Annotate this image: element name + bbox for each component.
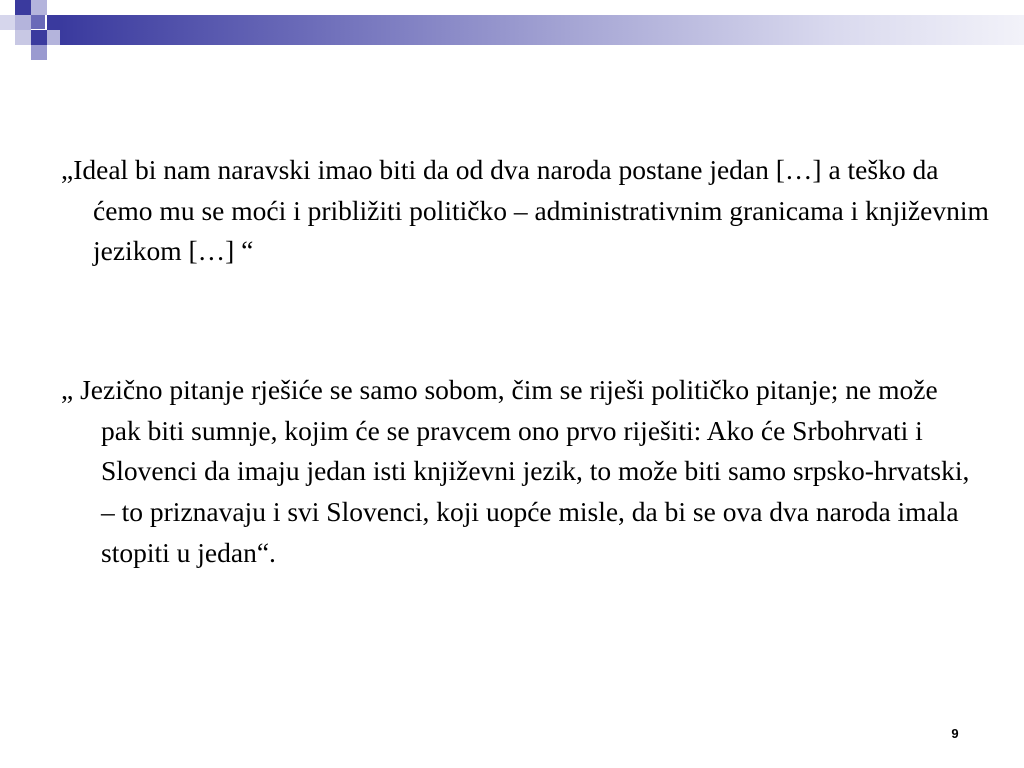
decor-square-light [31,0,47,15]
header-gradient-bar [60,15,1024,45]
decor-square-light [47,30,60,45]
decor-square-dark [31,15,45,29]
decor-square-light [31,45,47,60]
slide-number: 9 [951,726,959,741]
decor-square-light [0,15,15,30]
quote-paragraph-1: „Ideal bi nam naravski imao biti da od dva naroda postane jedan […] a teško da ćemo mu se moći i približiti političko – administrativnim granicama i književnim jezikom […] “ [61,154,989,266]
decor-square-light [15,30,31,45]
quote-paragraph-2: „ Jezično pitanje rješiće se samo sobom, čim se riješi političko pitanje; ne može pak biti sumnje, kojim će se pravcem ono prvo riješiti: Ako će Srbohrvati i Slovenci da imaju jedan isti književni jezik, to može biti samo srpsko-hrvatski, – to priznavaju i svi Slovenci, koji uopće misle, da bi se ova dva naroda imala stopiti u jedan“. [61,374,970,568]
decor-square-dark [47,15,60,30]
decor-square-dark [15,0,31,15]
header-decoration [0,0,1024,60]
decor-square-dark [31,30,47,45]
decor-square-light [15,15,31,30]
